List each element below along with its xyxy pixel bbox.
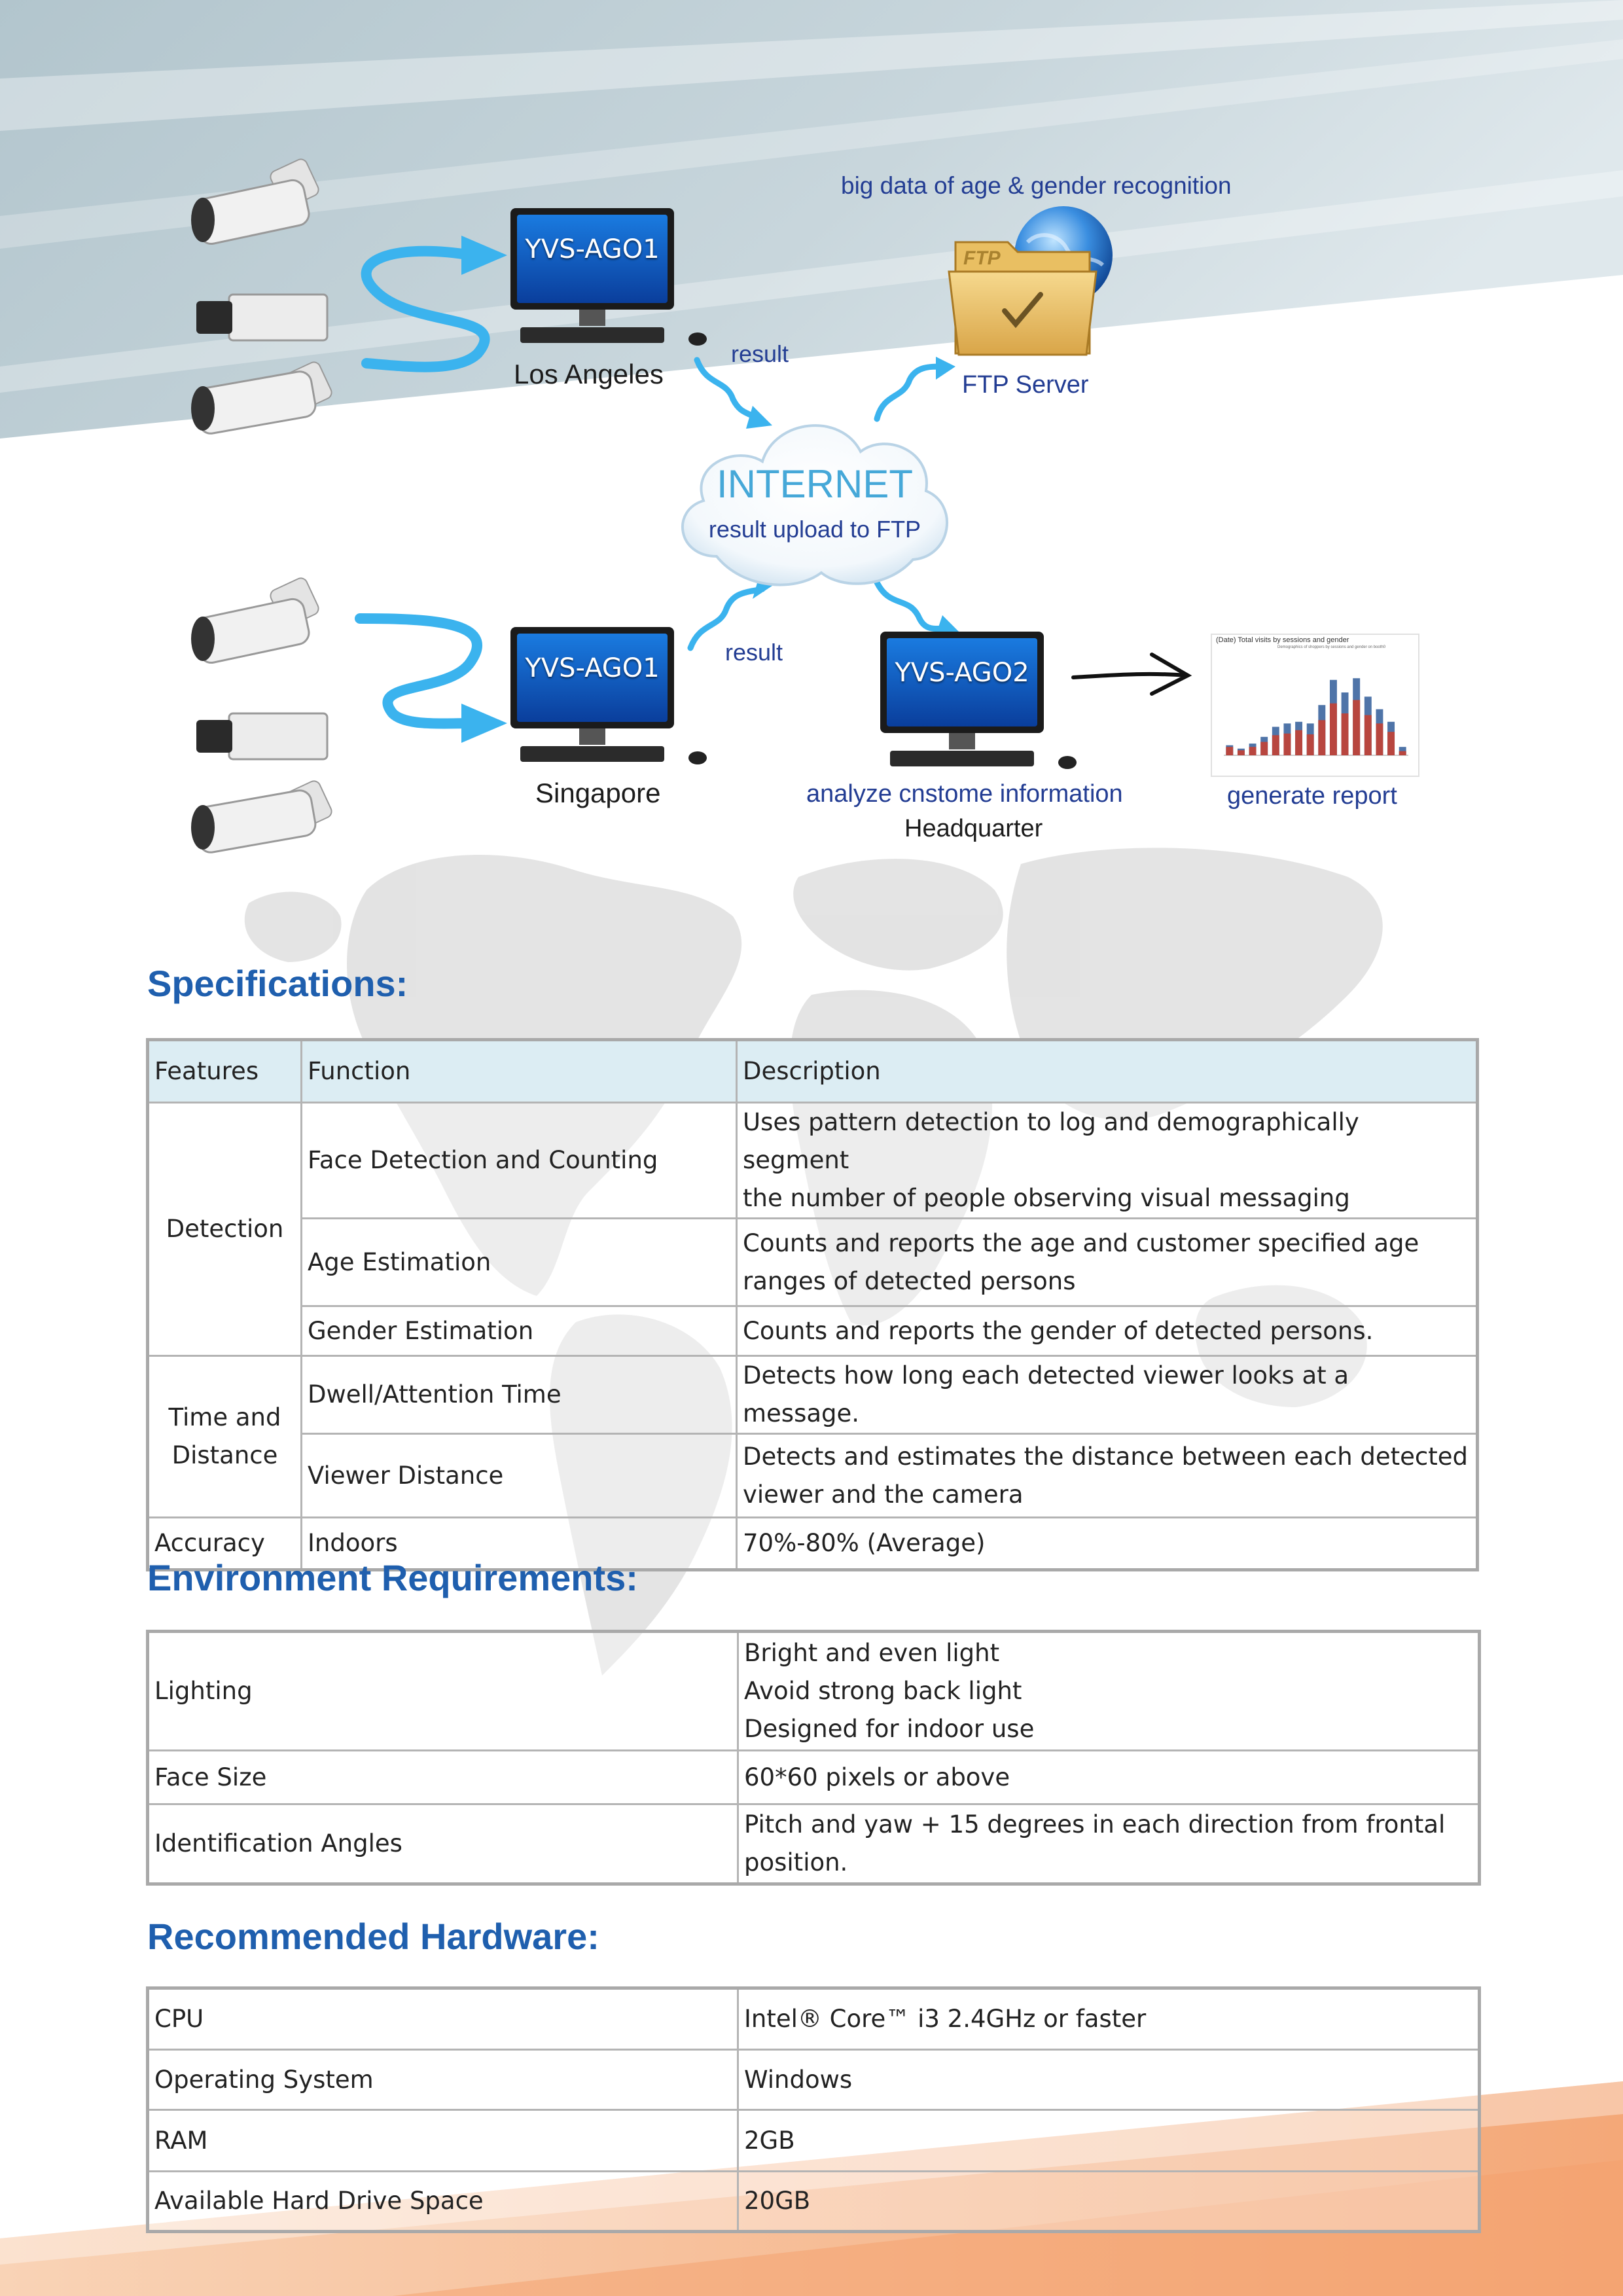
report-bar-red xyxy=(1226,747,1233,755)
keyboard-icon xyxy=(890,751,1034,766)
item-cell: RAM xyxy=(148,2110,738,2172)
mouse-icon xyxy=(1058,756,1077,769)
ftp-server-icon xyxy=(942,203,1126,360)
table-row xyxy=(148,1219,1478,1306)
kiosk-headquarter xyxy=(880,632,1044,776)
cable-arrow-icon xyxy=(461,704,507,743)
description-cell: Uses pattern detection to log and demographically segment the number of people observing visual messaging xyxy=(737,1103,1478,1219)
value-cell: Windows xyxy=(738,2050,1480,2110)
kiosk-screen xyxy=(517,634,668,722)
mouse-icon xyxy=(688,751,707,764)
value-cell: 2GB xyxy=(738,2110,1480,2172)
function-cell: Dwell/Attention Time xyxy=(302,1356,737,1434)
table-row xyxy=(148,2110,1480,2172)
report-bar-red xyxy=(1295,730,1302,755)
report-bar-red xyxy=(1399,751,1406,755)
value-cell: Intel® Core™ i3 2.4GHz or faster xyxy=(738,1988,1480,2050)
value-cell: Pitch and yaw + 15 degrees in each direction from frontal position. xyxy=(738,1804,1480,1884)
cable-arrow-icon xyxy=(461,236,507,275)
item-cell: Face Size xyxy=(148,1751,738,1804)
hardware-title: Recommended Hardware: xyxy=(147,1916,599,1957)
table-row xyxy=(148,1988,1480,2050)
location-los-angeles: Los Angeles xyxy=(514,359,664,389)
value-cell: 60*60 pixels or above xyxy=(738,1751,1480,1804)
report-bar-red xyxy=(1353,700,1360,755)
table-row xyxy=(148,1103,1478,1219)
report-bar-red xyxy=(1342,713,1349,755)
internet-subtitle: result upload to FTP xyxy=(708,516,921,543)
header-function: Function xyxy=(302,1040,737,1103)
report-bar-chart xyxy=(1212,652,1418,776)
kiosk-name: YVS-AGO1 xyxy=(525,234,660,264)
header-features: Features xyxy=(148,1040,302,1103)
kiosk-singapore xyxy=(510,627,674,771)
report-thumbnail xyxy=(1211,634,1419,777)
feature-cell: Detection xyxy=(148,1103,302,1356)
report-thumbnail-subtitle: Demographics of shoppers by sessions and gender on booth0 xyxy=(1277,645,1386,649)
report-bar-red xyxy=(1330,704,1337,755)
feature-cell: Time and Distance xyxy=(148,1356,302,1518)
generate-report-label: generate report xyxy=(1227,782,1397,810)
camera-cable-sg xyxy=(360,619,477,724)
report-bar-red xyxy=(1272,735,1279,755)
value-cell: 20GB xyxy=(738,2172,1480,2232)
report-thumbnail-title: (Date) Total visits by sessions and gender xyxy=(1216,636,1349,644)
item-cell: CPU xyxy=(148,1988,738,2050)
report-arrow-icon xyxy=(1073,655,1188,694)
report-bar-red xyxy=(1283,734,1291,755)
kiosk-screen xyxy=(887,638,1037,726)
hq-caption: analyze cnstome information xyxy=(806,780,1123,808)
report-bar-red xyxy=(1376,723,1383,755)
function-cell: Age Estimation xyxy=(302,1219,737,1306)
item-cell: Lighting xyxy=(148,1632,738,1751)
table-header-row xyxy=(148,1040,1478,1103)
report-bar-red xyxy=(1307,734,1314,755)
item-cell: Operating System xyxy=(148,2050,738,2110)
hardware-table xyxy=(146,1986,1481,2233)
report-bar-red xyxy=(1238,750,1245,755)
specifications-title: Specifications: xyxy=(147,963,408,1004)
description-cell: Detects how long each detected viewer looks at a message. xyxy=(737,1356,1478,1434)
table-row xyxy=(148,1306,1478,1356)
location-singapore: Singapore xyxy=(535,778,661,808)
environment-table xyxy=(146,1630,1481,1886)
table-row xyxy=(148,1632,1480,1751)
location-headquarter: Headquarter xyxy=(904,815,1043,842)
description-cell: 70%-80% (Average) xyxy=(737,1518,1478,1570)
value-cell: Bright and even light Avoid strong back light Designed for indoor use xyxy=(738,1632,1480,1751)
ftp-icon-text: FTP xyxy=(963,247,1001,269)
description-cell: Counts and reports the age and customer specified age ranges of detected persons xyxy=(737,1219,1478,1306)
result-label-bottom: result xyxy=(725,639,783,666)
result-label-top: result xyxy=(731,340,789,367)
description-cell: Counts and reports the gender of detected persons. xyxy=(737,1306,1478,1356)
function-cell: Indoors xyxy=(302,1518,737,1570)
big-data-label: big data of age & gender recognition xyxy=(841,172,1232,199)
keyboard-icon xyxy=(520,327,664,343)
table-row xyxy=(148,2172,1480,2232)
arrowhead-icon xyxy=(936,357,955,380)
item-cell: Available Hard Drive Space xyxy=(148,2172,738,2232)
environment-title: Environment Requirements: xyxy=(147,1557,638,1598)
report-bar-red xyxy=(1260,742,1268,755)
specifications-table xyxy=(146,1038,1479,1571)
table-row xyxy=(148,1751,1480,1804)
report-bar-red xyxy=(1364,715,1372,755)
table-row xyxy=(148,1804,1480,1884)
internet-cloud xyxy=(671,406,959,596)
report-bar-red xyxy=(1318,720,1325,755)
function-cell: Face Detection and Counting xyxy=(302,1103,737,1219)
table-row xyxy=(148,2050,1480,2110)
item-cell: Identification Angles xyxy=(148,1804,738,1884)
kiosk-screen xyxy=(517,215,668,303)
workflow-diagram xyxy=(0,0,1623,877)
header-description: Description xyxy=(737,1040,1478,1103)
kiosk-name: YVS-AGO2 xyxy=(895,658,1029,688)
feature-cell: Accuracy xyxy=(148,1518,302,1570)
function-cell: Gender Estimation xyxy=(302,1306,737,1356)
report-bar-red xyxy=(1387,732,1395,755)
function-cell: Viewer Distance xyxy=(302,1434,737,1518)
keyboard-icon xyxy=(520,746,664,762)
table-row xyxy=(148,1434,1478,1518)
table-row xyxy=(148,1356,1478,1434)
kiosk-los-angeles xyxy=(510,208,674,352)
mouse-icon xyxy=(688,332,707,346)
internet-title: INTERNET xyxy=(717,462,913,506)
ftp-server-label: FTP Server xyxy=(962,371,1089,399)
description-cell: Detects and estimates the distance between each detected viewer and the camera xyxy=(737,1434,1478,1518)
kiosk-name: YVS-AGO1 xyxy=(525,653,660,683)
report-bar-red xyxy=(1249,747,1257,755)
